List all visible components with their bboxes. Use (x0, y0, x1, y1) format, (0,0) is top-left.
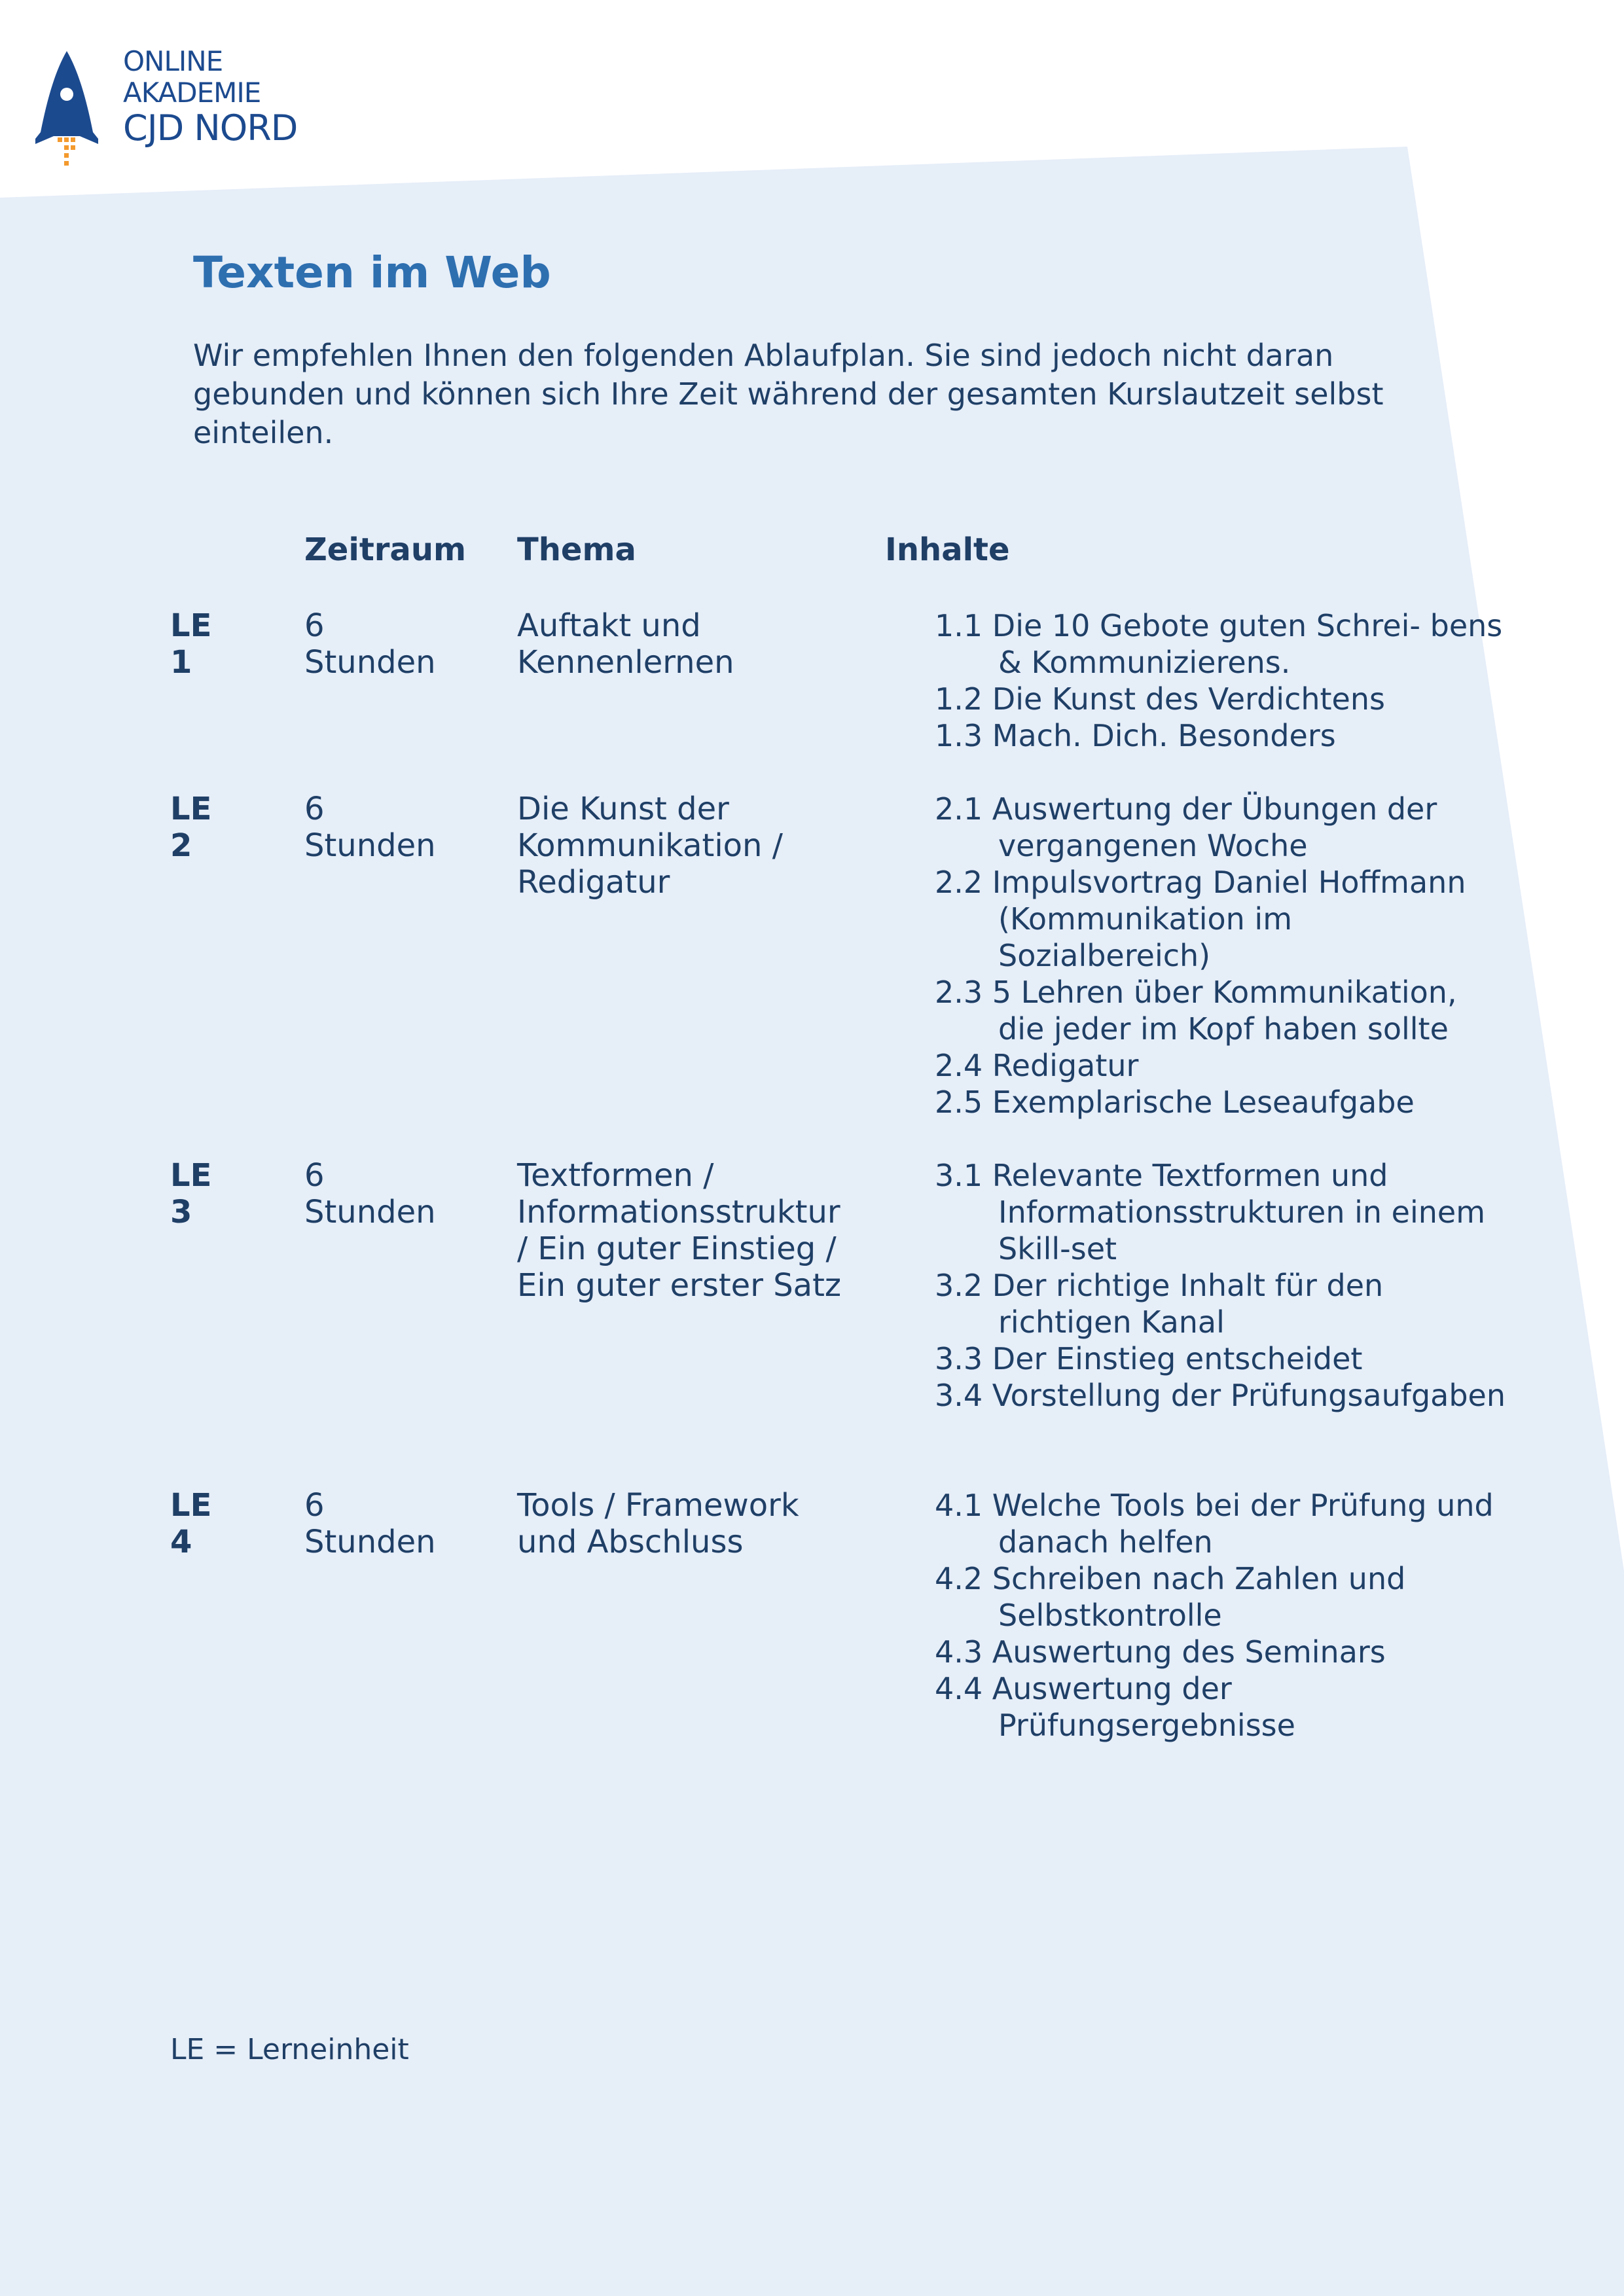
inhalt-item: 4.2 Schreiben nach Zahlen und Selbstkontrolle (935, 1561, 1406, 1633)
inhalt-item: 4.4 Auswertung der Prüfungsergebnisse (935, 1671, 1295, 1743)
inhalt-item: 2.2 Impulsvortrag Daniel Hoffmann (Kommunikation im Sozialbereich) (935, 865, 1466, 973)
inhalt-item: 3.1 Relevante Textformen und Informationsstrukturen in einem Skill-set (935, 1158, 1486, 1266)
inhalt-item: 3.4 Vorstellung der Prüfungsaufgaben (935, 1378, 1506, 1413)
footnote: LE = Lerneinheit (170, 2033, 409, 2066)
inhalt-item: 1.3 Mach. Dich. Besonders (935, 718, 1336, 753)
row-le-label: LE 1 (170, 607, 212, 681)
inhalt-item: 2.1 Auswertung der Übungen der vergangenen Woche (935, 791, 1437, 863)
intro-paragraph: Wir empfehlen Ihnen den folgenden Ablaufplan. Sie sind jedoch nicht daran gebunden und können sich Ihre Zeit während der gesamten Kurslautzeit selbst einteilen. (193, 338, 1384, 450)
inhalt-item: 2.5 Exemplarische Leseaufgabe (935, 1085, 1415, 1120)
row-inhalte (935, 1487, 1511, 1744)
logo-line-akademie: AKADEMIE (123, 77, 261, 109)
header-inhalte: Inhalte (885, 531, 1010, 568)
row-thema: Textformen / Informationsstruktur / Ein guter Einstieg / Ein guter erster Satz (517, 1157, 842, 1304)
row-thema: Die Kunst der Kommunikation / Redigatur (517, 791, 783, 901)
inhalt-item: 4.1 Welche Tools bei der Prüfung und danach helfen (935, 1488, 1494, 1560)
row-le-label: LE 2 (170, 791, 212, 864)
header-thema: Thema (517, 531, 636, 568)
inhalt-item: 2.4 Redigatur (935, 1048, 1139, 1083)
row-inhalte (935, 607, 1511, 754)
logo-line-online: ONLINE (123, 45, 223, 77)
inhalt-item: 3.3 Der Einstieg entscheidet (935, 1341, 1363, 1376)
row-le-label: LE 3 (170, 1157, 212, 1230)
row-le-label: LE 4 (170, 1487, 212, 1560)
row-zeitraum: 6 Stunden (304, 791, 436, 864)
row-zeitraum: 6 Stunden (304, 1157, 436, 1230)
inhalt-item: 2.3 5 Lehren über Kommunikation, die jeder im Kopf haben sollte (935, 975, 1457, 1047)
row-inhalte (935, 1157, 1511, 1414)
row-thema: Auftakt und Kennenlernen (517, 607, 734, 681)
row-zeitraum: 6 Stunden (304, 607, 436, 681)
row-inhalte (935, 791, 1511, 1121)
header-zeitraum: Zeitraum (304, 531, 467, 568)
inhalt-item: 4.3 Auswertung des Seminars (935, 1634, 1386, 1670)
inhalt-item: 3.2 Der richtige Inhalt für den richtigen Kanal (935, 1268, 1384, 1340)
logo-line-cjd-nord: CJD NORD (123, 107, 298, 149)
logo-wordmark (123, 46, 297, 148)
inhalt-item: 1.1 Die 10 Gebote guten Schrei- bens & Kommunizierens. (935, 608, 1503, 680)
row-thema: Tools / Framework und Abschluss (517, 1487, 799, 1560)
inhalt-item: 1.2 Die Kunst des Verdichtens (935, 681, 1385, 717)
page-title: Texten im Web (193, 247, 551, 298)
rocket-logo-icon (34, 47, 113, 181)
row-zeitraum: 6 Stunden (304, 1487, 436, 1560)
